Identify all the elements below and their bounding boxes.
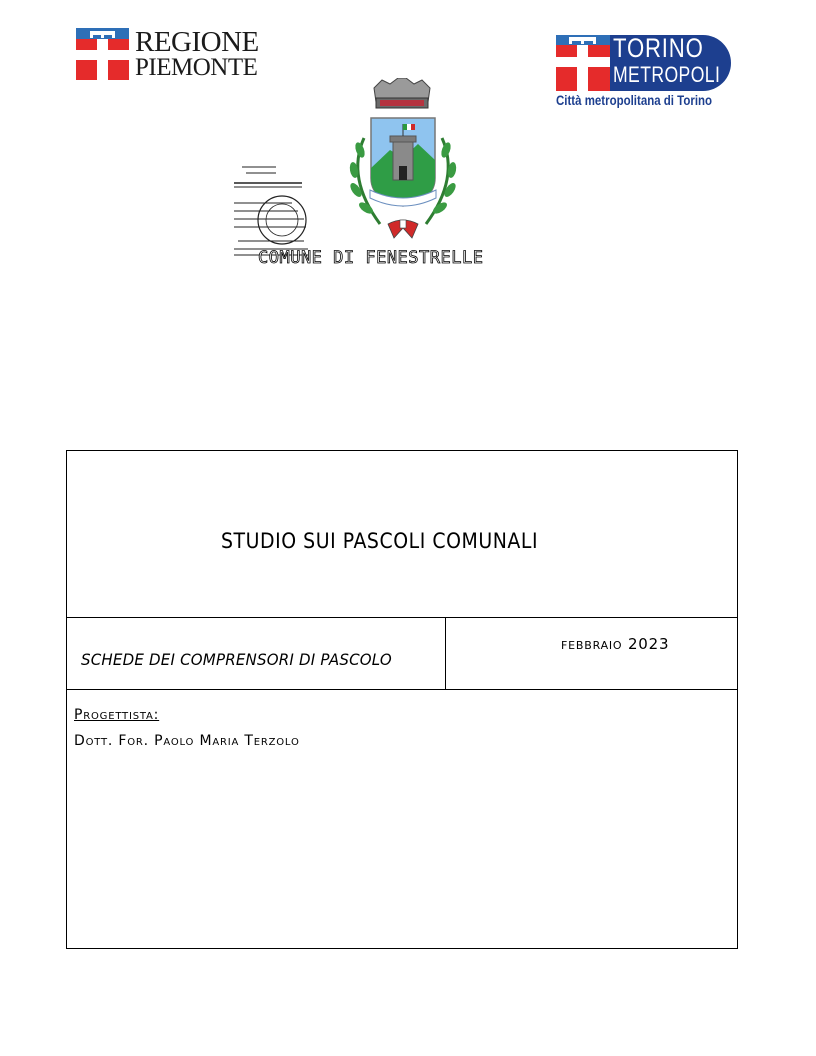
comune-coat-of-arms-icon <box>340 78 466 248</box>
regione-logo-line2: PIEMONTE <box>135 54 258 81</box>
torino-logo-line2: METROPOLI <box>613 62 721 87</box>
regione-piemonte-shield-icon <box>76 28 129 80</box>
regione-piemonte-logo <box>76 26 259 82</box>
stamp-seal-icon <box>232 165 312 260</box>
torino-logo-line1: TORINO <box>613 33 704 63</box>
torino-logo-tagline: Città metropolitana di Torino <box>556 92 713 108</box>
regione-logo-line1: REGIONE <box>135 26 259 58</box>
designer-row <box>67 690 737 948</box>
document-date: febbraio 2023 <box>561 635 670 653</box>
title-row <box>67 451 737 618</box>
comune-name: COMUNE DI FENESTRELLE <box>258 248 484 268</box>
title-block <box>66 450 738 949</box>
designer-label: Progettista: <box>74 707 160 723</box>
document-subtitle: SCHEDE DEI COMPRENSORI DI PASCOLO <box>81 650 392 669</box>
designer-name: Dott. For. Paolo Maria Terzolo <box>74 733 300 749</box>
official-stamp <box>232 165 312 260</box>
subtitle-divider <box>445 618 446 689</box>
subtitle-row <box>67 618 737 690</box>
document-title: STUDIO SUI PASCOLI COMUNALI <box>221 529 539 553</box>
torino-metropoli-logo <box>555 34 733 110</box>
